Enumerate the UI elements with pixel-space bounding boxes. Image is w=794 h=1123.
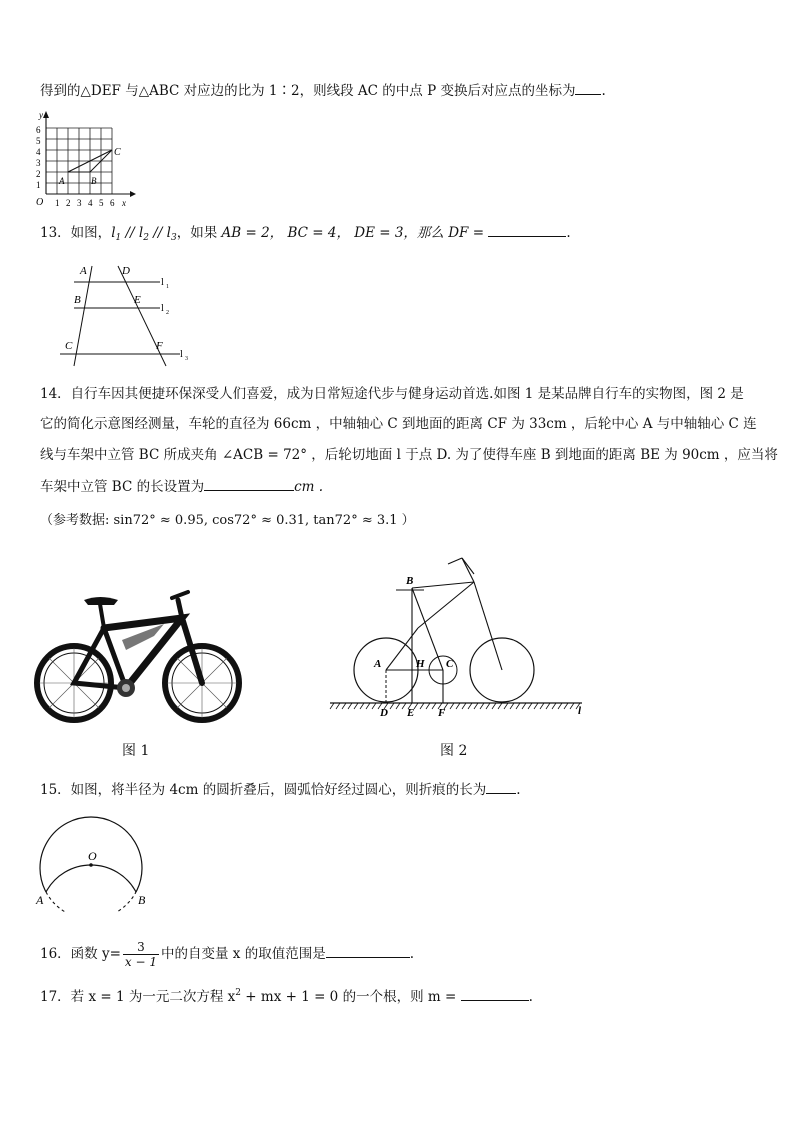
x-tick: 5	[99, 198, 104, 208]
fig2-caption: 图 2	[440, 743, 468, 759]
q16-line	[40, 940, 414, 969]
q17-exponent: 2	[235, 988, 241, 998]
y-tick: 4	[36, 147, 41, 157]
q13-line: 13．如图，$l_1 // l_2 // l_3$，如果 AB = 2， BC = 4， DE = 3，那么 DF = .	[40, 222, 571, 248]
ground-hatch-mark	[330, 703, 334, 709]
x-tick: 6	[110, 198, 115, 208]
q13-prefix: 13．如图，	[40, 225, 112, 241]
ground-hatch-mark	[432, 703, 436, 709]
ground-hatch-mark	[552, 703, 556, 709]
fig2-label-b: B	[406, 575, 414, 587]
ground-hatch-mark	[420, 703, 424, 709]
q12-line	[40, 80, 606, 101]
label-l1-sub: 1	[166, 284, 169, 290]
ground-hatch-mark	[450, 703, 454, 709]
q15-answer-blank[interactable]	[486, 779, 516, 794]
q15-line	[40, 779, 521, 800]
ground-hatch-mark	[462, 703, 466, 709]
q13-cond: 如果	[190, 225, 218, 241]
q14-reference-data: （参考数据: sin72° ≈ 0.95, cos72° ≈ 0.31, tan72° ≈ 3.1 ）	[40, 513, 415, 528]
q15-text: 15．如图，将半径为 4cm 的圆折叠后，圆弧恰好经过圆心，则折痕的长为	[40, 782, 487, 798]
ground-hatch-mark	[492, 703, 496, 709]
ground-hatch-mark	[534, 703, 538, 709]
label-l3: l	[180, 349, 183, 360]
ground-hatch-mark	[342, 703, 346, 709]
q17-mid: + mx + 1 = 0 的一个根，则 m =	[241, 989, 457, 1005]
ground-hatch-mark	[360, 703, 364, 709]
ground-hatch-mark	[540, 703, 544, 709]
ground-hatch-mark	[366, 703, 370, 709]
q17-tail: .	[528, 989, 533, 1005]
label-a: A	[80, 265, 87, 277]
ground-hatch-mark	[522, 703, 526, 709]
ground-hatch-mark	[390, 703, 394, 709]
ground-hatch-mark	[426, 703, 430, 709]
q13-bc: BC = 4，	[287, 225, 350, 241]
ground-hatch-mark	[510, 703, 514, 709]
label-o: O	[88, 849, 97, 863]
ground-hatch-mark	[468, 703, 472, 709]
q12-text: 得到的△DEF 与△ABC 对应边的比为 1∶2，则线段 AC 的中点 P 变换后对应点的坐标为	[40, 83, 576, 99]
q14-unit: cm .	[294, 479, 324, 495]
label-b: B	[74, 294, 81, 306]
parallel-l1: $l_1 // l_2 // l_3$	[111, 225, 177, 243]
q16-numerator: 3	[123, 940, 159, 955]
ground-hatch-mark	[414, 703, 418, 709]
label-c: C	[65, 340, 73, 352]
y-tick: 6	[36, 125, 41, 135]
ground-hatch-mark	[354, 703, 358, 709]
origin-label: O	[36, 197, 44, 208]
q16-fraction	[123, 940, 159, 969]
point-c-label: C	[114, 147, 121, 158]
q14-line1: 14．自行车因其便捷环保深受人们喜爱，成为日常短途代步与健身运动首选.如图 1 是某品牌自行车的实物图，图 2 是	[40, 386, 744, 402]
point-b-label: B	[91, 176, 97, 186]
y-tick: 3	[36, 158, 41, 168]
q16-prefix: 16．函数 y=	[40, 946, 121, 962]
label-e: E	[134, 294, 141, 306]
q13-de: DE = 3，那么	[354, 225, 444, 241]
q13-answer-blank[interactable]	[488, 222, 566, 237]
label-l1: l	[161, 277, 164, 288]
q14-line4	[40, 476, 323, 497]
ground-hatch-mark	[486, 703, 490, 709]
x-tick: 3	[77, 198, 82, 208]
q13-ab: AB = 2，	[221, 225, 284, 241]
ground-hatch-mark	[372, 703, 376, 709]
q14-line2: 它的简化示意图经测量，车轮的直径为 66cm ，中轴轴心 C 到地面的距离 CF 为 33cm ，后轮中心 A 与中轴轴心 C 连	[40, 416, 757, 432]
x-tick: 1	[55, 198, 60, 208]
fig2-label-l: l	[578, 705, 582, 717]
x-tick: 4	[88, 198, 93, 208]
y-axis-label: y	[39, 110, 43, 120]
point-a-label: A	[59, 176, 65, 186]
y-tick: 2	[36, 169, 41, 179]
ground-hatch-mark	[396, 703, 400, 709]
q13-parallel-lines-figure	[54, 258, 204, 368]
q12-tail: .	[601, 83, 606, 99]
q13-tail: .	[566, 225, 571, 241]
label-l2-sub: 2	[166, 310, 169, 316]
q14-line4-pre: 车架中立管 BC 的长设置为	[40, 479, 205, 495]
q12-coordinate-grid	[30, 108, 140, 212]
q14-line3: 线与车架中立管 BC 所成夹角 ∠ACB = 72° ，后轮切地面 l 于点 D. 为了使得车座 B 到地面的距离 BE 为 90cm ，应当将	[40, 447, 778, 463]
label-d: D	[122, 265, 130, 277]
ground-hatch-mark	[336, 703, 340, 709]
ground-hatch-mark	[570, 703, 574, 709]
q16-suffix: 中的自变量 x 的取值范围是	[161, 946, 326, 962]
ground-hatch-mark	[348, 703, 352, 709]
label-b: B	[138, 893, 146, 907]
ground-hatch-mark	[498, 703, 502, 709]
q16-denominator: x − 1	[124, 955, 158, 969]
label-l3-sub: 3	[185, 356, 188, 362]
label-l2: l	[161, 303, 164, 314]
ground-hatch-mark	[480, 703, 484, 709]
q15-tail: .	[516, 782, 521, 798]
y-tick: 5	[36, 136, 41, 146]
ground-hatch-mark	[504, 703, 508, 709]
fig2-label-e: E	[407, 707, 415, 719]
fig2-label-f: F	[438, 707, 446, 719]
q17-prefix: 17．若 x = 1 为一元二次方程 x	[40, 989, 236, 1005]
ground-hatch-mark	[558, 703, 562, 709]
bicycle-photo	[34, 588, 246, 724]
x-tick: 2	[66, 198, 71, 208]
q12-answer-blank[interactable]	[575, 80, 601, 95]
bicycle-schematic	[326, 552, 596, 724]
q14-answer-blank[interactable]	[204, 476, 294, 491]
fig2-label-c: C	[446, 658, 454, 670]
ground-hatch-mark	[402, 703, 406, 709]
fig2-label-h: H	[416, 658, 425, 670]
ground-hatch-mark	[456, 703, 460, 709]
label-a: A	[36, 893, 44, 907]
q17-line	[40, 983, 533, 1007]
ground-hatch-mark	[528, 703, 532, 709]
ground-hatch-mark	[516, 703, 520, 709]
q16-tail: .	[409, 946, 415, 962]
x-axis-label: x	[122, 198, 126, 208]
fig1-caption: 图 1	[122, 743, 150, 759]
q17-answer-blank[interactable]	[461, 986, 529, 1001]
q15-circle-fold-figure	[34, 812, 160, 912]
ground-hatch-mark	[564, 703, 568, 709]
ground-hatch-mark	[546, 703, 550, 709]
ground-hatch-mark	[474, 703, 478, 709]
y-tick: 1	[36, 180, 41, 190]
fig2-label-d: D	[380, 707, 388, 719]
q16-answer-blank[interactable]	[326, 943, 410, 958]
q13-df: DF =	[448, 225, 485, 241]
fig2-label-a: A	[374, 658, 382, 670]
label-f: F	[156, 340, 163, 352]
